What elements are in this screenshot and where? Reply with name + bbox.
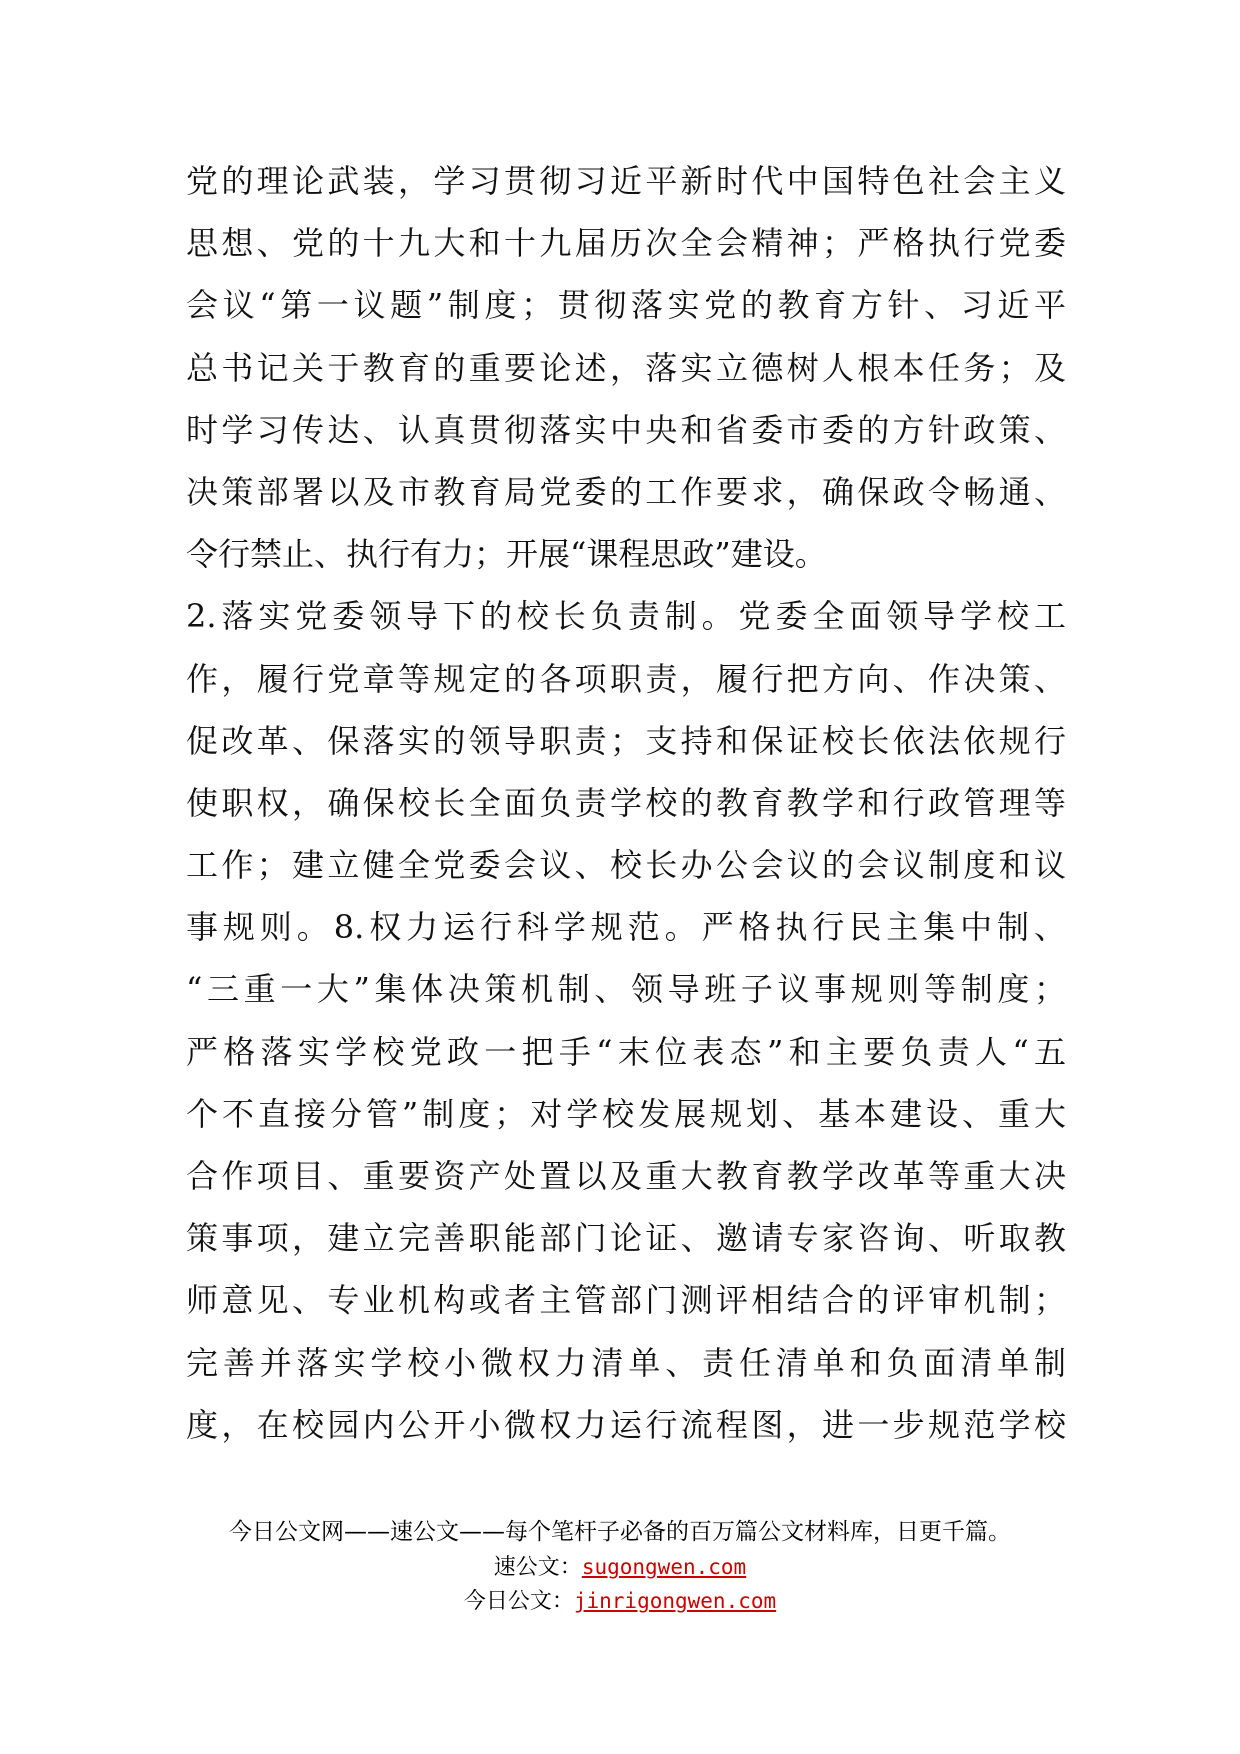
footer-sugongwen-row bbox=[0, 1550, 1240, 1584]
footer-slogan: 今日公文网——速公文——每个笔杆子必备的百万篇公文材料库，日更千篇。 bbox=[229, 1519, 1011, 1545]
text-line: 事规则。8.权力运行科学规范。严格执行民主集中制、 bbox=[186, 908, 1066, 947]
text-line: 总书记关于教育的重要论述，落实立德树人根本任务；及 bbox=[186, 348, 1066, 387]
sugongwen-link[interactable]: sugongwen.com bbox=[581, 1555, 747, 1579]
text-line: “三重一大”集体决策机制、领导班子议事规则等制度； bbox=[186, 970, 1066, 1009]
text-line: 时学习传达、认真贯彻落实中央和省委市委的方针政策、 bbox=[186, 410, 1066, 449]
text-line: 工作；建立健全党委会议、校长办公会议的会议制度和议 bbox=[186, 846, 1066, 885]
jinrigongwen-label: 今日公文： bbox=[463, 1589, 574, 1614]
text-line: 个不直接分管”制度；对学校发展规划、基本建设、重大 bbox=[186, 1094, 1066, 1133]
sugongwen-label: 速公文： bbox=[493, 1555, 582, 1580]
text-line: 2.落实党委领导下的校长负责制。党委全面领导学校工 bbox=[186, 597, 1066, 636]
text-line: 策事项，建立完善职能部门论证、邀请专家咨询、听取教 bbox=[186, 1219, 1066, 1258]
text-line: 作，履行党章等规定的各项职责，履行把方向、作决策、 bbox=[186, 659, 1066, 698]
jinrigongwen-link[interactable]: jinrigongwen.com bbox=[573, 1589, 777, 1613]
body-text bbox=[186, 150, 1066, 1456]
text-line: 度，在校园内公开小微权力运行流程图，进一步规范学校 bbox=[186, 1405, 1066, 1444]
text-line: 使职权，确保校长全面负责学校的教育教学和行政管理等 bbox=[186, 783, 1066, 822]
page-footer bbox=[0, 1514, 1240, 1618]
text-line: 促改革、保落实的领导职责；支持和保证校长依法依规行 bbox=[186, 721, 1066, 760]
text-line: 合作项目、重要资产处置以及重大教育教学改革等重大决 bbox=[186, 1157, 1066, 1195]
text-line: 思想、党的十九大和十九届历次全会精神；严格执行党委 bbox=[186, 224, 1066, 263]
text-line: 完善并落实学校小微权力清单、责任清单和负面清单制 bbox=[186, 1343, 1066, 1382]
text-line: 决策部署以及市教育局党委的工作要求，确保政令畅通、 bbox=[186, 472, 1066, 511]
text-line: 党的理论武装，学习贯彻习近平新时代中国特色社会主义 bbox=[186, 162, 1066, 200]
text-line: 严格落实学校党政一把手“末位表态”和主要负责人“五 bbox=[186, 1032, 1066, 1071]
text-line: 会议“第一议题”制度；贯彻落实党的教育方针、习近平 bbox=[186, 286, 1066, 325]
footer-jinrigongwen-row bbox=[0, 1584, 1240, 1618]
text-line: 师意见、专业机构或者主管部门测评相结合的评审机制； bbox=[186, 1281, 1066, 1320]
text-line: 令行禁止、执行有力；开展“课程思政”建设。 bbox=[186, 535, 827, 574]
